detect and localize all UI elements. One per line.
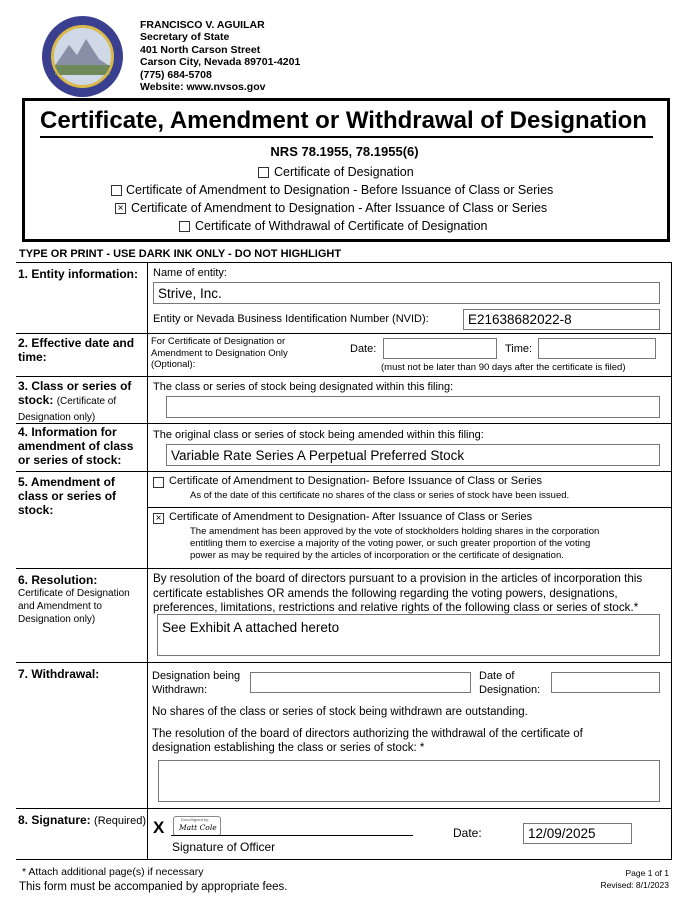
original-class-text: The original class or series of stock being amended within this filing: [153,429,484,441]
entity-name-value: Strive, Inc. [158,286,222,301]
section-8-label [18,813,146,828]
option-amend-after-label: Certificate of Amendment to Designation - After Issuance of Class or Series [131,201,548,215]
section-5-label: 5. Amendment of class or series of stock: [18,475,117,517]
signature-date-value: 12/09/2025 [528,826,596,841]
nrs-reference: NRS 78.1955, 78.1955(6) [270,144,419,159]
option-amend-before-label: Certificate of Amendment to Designation - Before Issuance of Class or Series [126,183,554,197]
amend-after-desc-1: The amendment has been approved by the vote of stockholders holding shares in the corporation [190,526,600,537]
effective-time-label: Time: [505,343,533,355]
signature-date-label: Date: [453,826,482,840]
effective-date-field[interactable] [383,338,497,359]
secretary-name: FRANCISCO V. AGUILAR [140,19,265,31]
resolution-text-1: By resolution of the board of directors pursuant to a provision in the articles of incorporation this [153,572,643,585]
amend-after-checkbox[interactable]: × [153,513,164,524]
designation-withdrawn-field[interactable] [250,672,471,693]
secretary-title: Secretary of State [140,31,230,44]
section-4-label: 4. Information for amendment of class or series of stock: [18,425,134,467]
effective-time-field[interactable] [538,338,656,359]
option-amend-after-checkbox[interactable]: × [115,203,126,214]
original-class-value: Variable Rate Series A Perpetual Preferred Stock [171,448,465,463]
section-8-title: 8. Signature: [18,813,91,827]
option-withdrawal-checkbox[interactable] [179,221,190,232]
designation-withdrawn-label-1: Designation being [152,670,241,682]
no-shares-text: No shares of the class or series of stock being withdrawn are outstanding. [152,706,528,718]
effective-date-label: Date: [350,343,377,355]
resolution-text-3: preferences, limitations, restrictions and relative rights of the following class or series of stock.* [153,601,639,614]
withdrawal-resolution-field[interactable] [158,760,660,802]
nvid-value: E21638682022-8 [468,312,572,327]
signature-x: X [153,818,165,837]
signature-name: Matt Cole [179,823,217,832]
revised-date: Revised: 8/1/2023 [600,880,669,890]
effective-note-2: Amendment to Designation Only [151,347,288,359]
designation-date-label-2: Designation: [479,684,541,696]
entity-name-label: Name of entity: [153,267,227,279]
amend-before-label: Certificate of Amendment to Designation- Before Issuance of Class or Series [169,475,542,487]
section-3-sub: (Certificate of Designation only) [18,396,117,423]
class-designated-field[interactable] [166,396,660,418]
section-6-sub-3: Designation only) [18,614,96,625]
amend-after-desc-3: power as may be required by the articles of incorporation or the certificate of designation. [190,550,564,561]
resolution-value: See Exhibit A attached hereto [162,620,340,635]
state-seal [41,15,124,98]
option-amend-before-checkbox[interactable] [111,185,122,196]
effective-note-1: For Certificate of Designation or [151,336,286,347]
amend-before-checkbox[interactable] [153,477,164,488]
address-line-2: Carson City, Nevada 89701-4201 [140,56,301,69]
section-8-required: (Required) [94,815,146,827]
website: Website: www.nvsos.gov [140,81,266,94]
phone: (775) 684-5708 [140,68,212,81]
address-line-1: 401 North Carson Street [140,43,261,56]
withdrawal-resolution-2: designation establishing the class or series of stock: * [152,742,425,754]
section-6-sub-2: and Amendment to [18,601,102,612]
option-certificate-label: Certificate of Designation [274,165,414,179]
nvid-label: Entity or Nevada Business Identification Number (NVID): [153,313,429,325]
amend-before-desc: As of the date of this certificate no shares of the class or series of stock have been issued. [190,490,570,501]
designation-date-field[interactable] [551,672,660,693]
signature-caption: DocuSigned by: [181,817,210,822]
section-3-title: 3. Class or series of stock: [18,379,132,407]
section-7-label: 7. Withdrawal: [18,667,100,681]
effective-note-3: (Optional): [151,359,196,370]
section-6-sub-1: Certificate of Designation [18,588,130,599]
designation-date-label-1: Date of [479,670,515,682]
form-title: Certificate, Amendment or Withdrawal of Designation [40,107,647,134]
amend-after-label: Certificate of Amendment to Designation- After Issuance of Class or Series [169,511,533,523]
section-1-label: 1. Entity information: [18,267,138,281]
class-designated-text: The class or series of stock being designated within this filing: [153,381,454,393]
ink-instructions: TYPE OR PRINT - USE DARK INK ONLY - DO NOT HIGHLIGHT [19,248,342,260]
section-2-label: 2. Effective date and time: [18,336,135,364]
section-3-label [18,379,146,425]
option-certificate-checkbox[interactable] [258,167,269,178]
entity-name-field[interactable] [153,282,660,304]
section-6-label: 6. Resolution: [18,573,98,587]
amend-after-desc-2: entitling them to exercise a majority of the voting power, or such greater proportion of the voting [190,538,591,549]
option-withdrawal-label: Certificate of Withdrawal of Certificate of Designation [195,219,488,233]
attach-note: * Attach additional page(s) if necessary [22,866,204,878]
resolution-text-2: certificate establishes OR amends the following regarding the voting powers, designations, [153,586,618,600]
effective-date-hint: (must not be later than 90 days after the certificate is filed) [381,362,626,373]
page-number: Page 1 of 1 [625,868,669,878]
withdrawal-resolution-1: The resolution of the board of directors authorizing the withdrawal of the certificate of [152,728,583,740]
signature-of-officer-label: Signature of Officer [172,840,276,854]
designation-withdrawn-label-2: Withdrawn: [152,684,208,696]
fees-note: This form must be accompanied by appropriate fees. [19,881,288,893]
